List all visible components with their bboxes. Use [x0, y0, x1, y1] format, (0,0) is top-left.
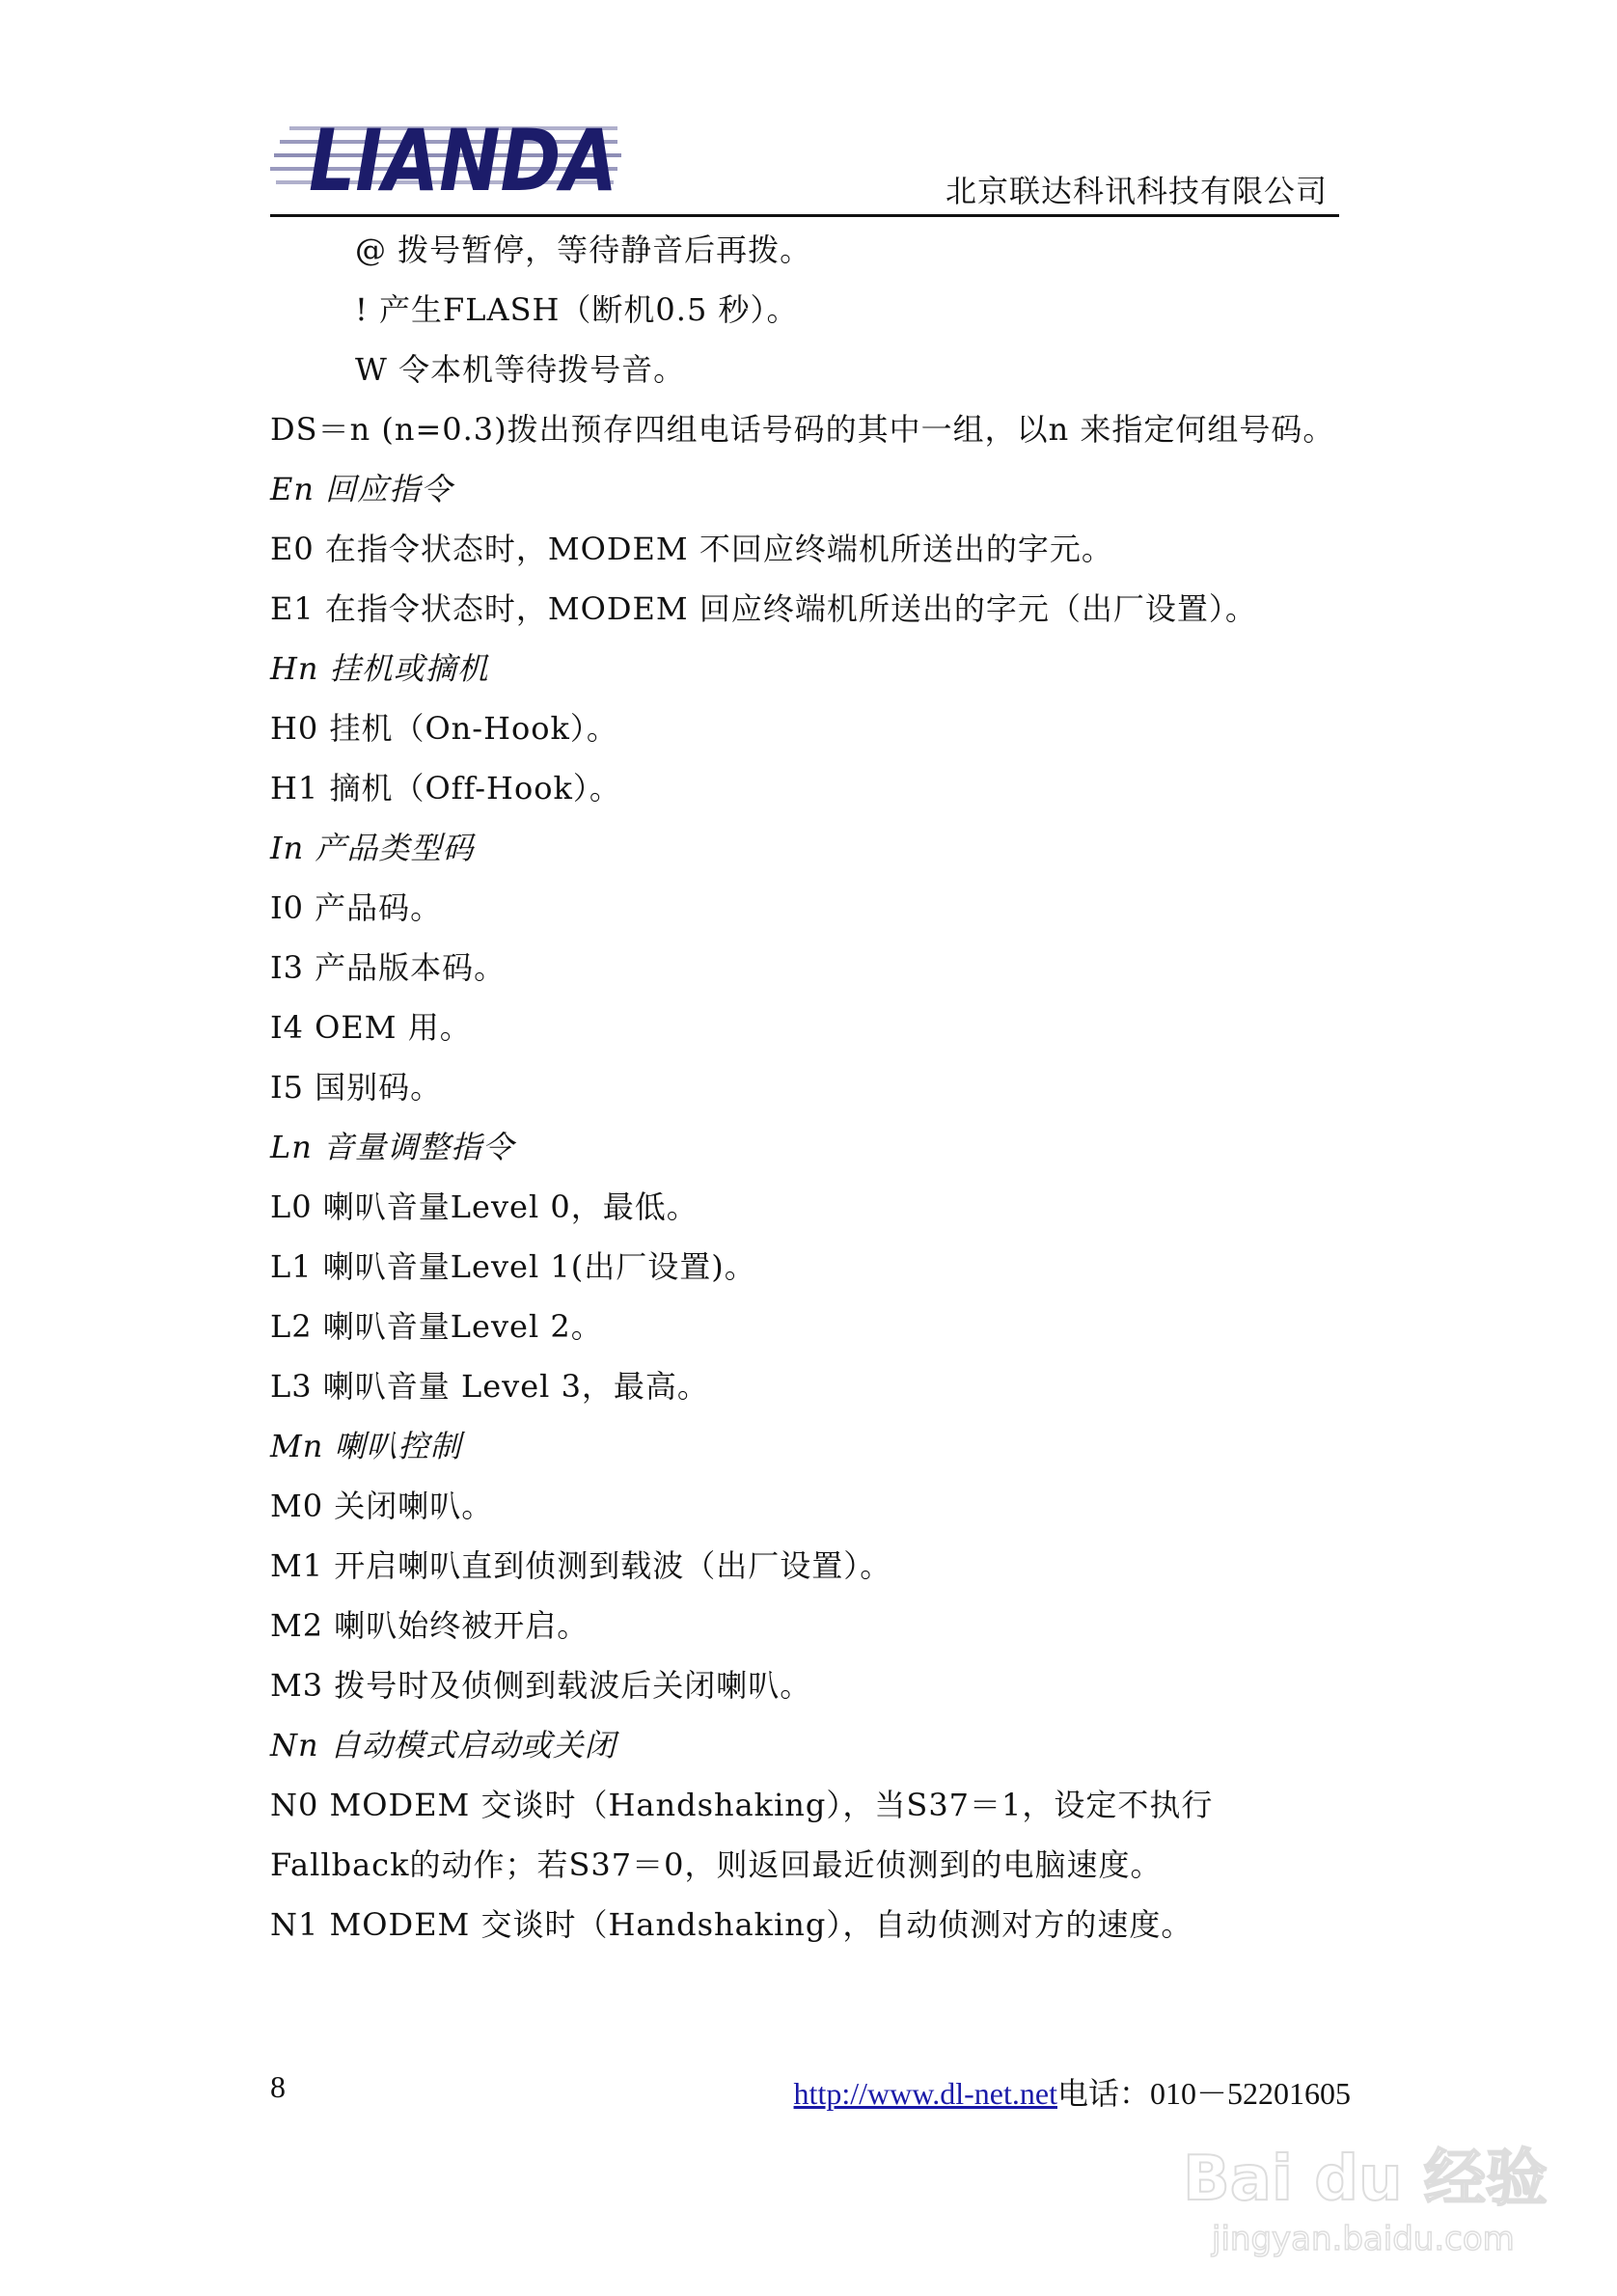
command-line: ! 产生FLASH（断机0.5 秒）。: [355, 291, 799, 328]
command-line: E0 在指令状态时，MODEM 不回应终端机所送出的字元。: [270, 531, 1113, 567]
command-group-heading: Mn 喇叭控制: [270, 1428, 462, 1464]
command-line: I5 国别码。: [270, 1069, 443, 1106]
command-group-heading: Hn 挂机或摘机: [270, 650, 489, 687]
watermark-brand: Bai du 经验: [1183, 2144, 1548, 2215]
command-line: I3 产品版本码。: [270, 949, 507, 986]
command-group-heading: Ln 音量调整指令: [270, 1129, 515, 1165]
command-line: H0 挂机（On-Hook）。: [270, 710, 618, 747]
baidu-jingyan-watermark: [1173, 2122, 1578, 2267]
command-line: I0 产品码。: [270, 889, 443, 926]
command-line: M2 喇叭始终被开启。: [270, 1607, 589, 1644]
command-group-heading: Nn 自动模式启动或关闭: [270, 1727, 617, 1763]
command-line: E1 在指令状态时，MODEM 回应终端机所送出的字元（出厂设置）。: [270, 590, 1257, 627]
lianda-logo: [270, 111, 637, 205]
command-line: I4 OEM 用。: [270, 1009, 472, 1046]
command-line: M0 关闭喇叭。: [270, 1488, 494, 1524]
command-group-heading: En 回应指令: [270, 471, 453, 507]
command-group-heading: In 产品类型码: [270, 830, 475, 866]
command-line: @ 拨号暂停，等待静音后再拨。: [355, 232, 812, 268]
company-name: 北京联达科讯科技有限公司: [945, 173, 1328, 209]
page-header: [270, 111, 1339, 217]
command-line: M1 开启喇叭直到侦测到载波（出厂设置）。: [270, 1547, 892, 1584]
command-line: H1 摘机（Off-Hook）。: [270, 770, 621, 806]
command-line: N1 MODEM 交谈时（Handshaking），自动侦测对方的速度。: [270, 1906, 1193, 1943]
watermark-domain: jingyan.baidu.com: [1212, 2220, 1515, 2258]
document-body: [270, 220, 1351, 1954]
command-line: W 令本机等待拨号音。: [355, 351, 686, 388]
command-line: L2 喇叭音量Level 2。: [270, 1308, 603, 1345]
command-line: M3 拨号时及侦侧到载波后关闭喇叭。: [270, 1667, 812, 1704]
command-line: DS＝n (n=0.3)拨出预存四组电话号码的其中一组，以n 来指定何组号码。: [270, 411, 1335, 448]
phone-number: 电话：010－52201605: [1056, 2076, 1351, 2111]
command-line: N0 MODEM 交谈时（Handshaking），当S37＝1，设定不执行Fallback的动作；若S37＝0，则返回最近侦测到的电脑速度。: [270, 1787, 1214, 1883]
logo-text: LIANDA: [309, 111, 617, 205]
command-line: L0 喇叭音量Level 0，最低。: [270, 1189, 699, 1225]
page-footer: [270, 2069, 1351, 2118]
command-line: L3 喇叭音量 Level 3，最高。: [270, 1368, 709, 1405]
command-line: L1 喇叭音量Level 1(出厂设置)。: [270, 1248, 756, 1285]
header-rule: [270, 214, 1339, 217]
website-link[interactable]: http://www.dl-net.net: [793, 2076, 1057, 2111]
page-number: 8: [270, 2069, 286, 2104]
